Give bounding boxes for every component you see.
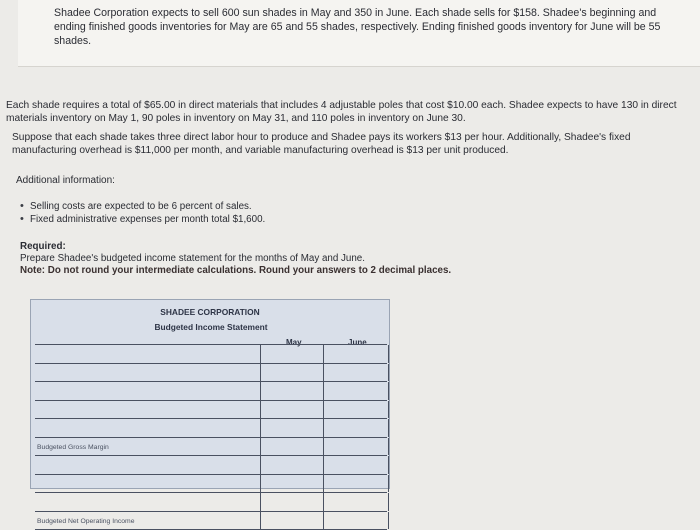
net-operating-income-label: Budgeted Net Operating Income <box>35 512 260 530</box>
may-input[interactable] <box>260 419 324 437</box>
may-input[interactable] <box>260 475 324 493</box>
required-section <box>20 241 451 277</box>
june-input[interactable] <box>323 401 389 419</box>
may-input[interactable] <box>260 382 324 400</box>
table-header <box>31 300 389 336</box>
table-row <box>35 382 387 401</box>
label-input[interactable] <box>35 456 260 474</box>
labor-paragraph: Suppose that each shade takes three direct labor hour to produce and Shadee pays its workers $13 per hour. Additionally, Shadee's fixed manufacturing overhead is $11,000 per month, and variable manufacturing overhead is $13 per unit produced. <box>12 131 688 157</box>
label-input[interactable] <box>35 419 260 437</box>
list-item: • Selling costs are expected to be 6 percent of sales. <box>20 200 265 213</box>
label-input[interactable] <box>35 475 260 493</box>
required-label: Required: <box>20 241 66 252</box>
may-input[interactable] <box>260 456 324 474</box>
table-row <box>35 456 387 475</box>
label-input[interactable] <box>35 493 260 511</box>
june-input[interactable] <box>323 512 389 530</box>
june-input[interactable] <box>323 456 389 474</box>
table-row <box>35 493 387 512</box>
june-input[interactable] <box>323 382 389 400</box>
table-row <box>35 475 387 494</box>
label-input[interactable] <box>35 382 260 400</box>
table-subtitle: Budgeted Income Statement <box>149 321 273 333</box>
may-input[interactable] <box>260 401 324 419</box>
list-item: • Fixed administrative expenses per month total $1,600. <box>20 213 265 226</box>
column-header-june: June <box>348 338 367 347</box>
may-input[interactable] <box>260 512 324 530</box>
june-input[interactable] <box>323 419 389 437</box>
rounding-note: Note: Do not round your intermediate calculations. Round your answers to 2 decimal places. <box>20 265 451 276</box>
gross-margin-label: Budgeted Gross Margin <box>35 438 260 456</box>
additional-info-label: Additional information: <box>16 175 115 186</box>
table-title: SHADEE CORPORATION <box>151 306 269 318</box>
june-input[interactable] <box>323 364 389 382</box>
label-input[interactable] <box>35 364 260 382</box>
materials-paragraph: Each shade requires a total of $65.00 in direct materials that includes 4 adjustable poles that cost $10.00 each. Shadee expects to have 130 in direct materials inventory on May 1, 90 poles in inventory on May 31, and 110 poles in inventory on June 30. <box>6 99 686 125</box>
june-input[interactable] <box>323 493 389 511</box>
intro-panel <box>18 0 700 67</box>
table-row <box>35 401 387 420</box>
may-input[interactable] <box>260 493 324 511</box>
may-input[interactable] <box>260 364 324 382</box>
june-input[interactable] <box>323 475 389 493</box>
table-row <box>35 438 387 457</box>
income-statement-table <box>30 299 390 489</box>
may-input[interactable] <box>260 438 324 456</box>
additional-info-list <box>20 200 265 226</box>
table-body <box>35 344 387 530</box>
intro-paragraph: Shadee Corporation expects to sell 600 sun shades in May and 350 in June. Each shade sells for $158. Shadee's beginning and ending finished goods inventories for May are 65 and 55 shades, respectively. Ending finished goods inventory for June will be 55 shades. <box>54 6 664 48</box>
required-text: Prepare Shadee's budgeted income statement for the months of May and June. <box>20 253 365 264</box>
table-row <box>35 364 387 383</box>
label-input[interactable] <box>35 345 260 363</box>
may-input[interactable] <box>260 345 324 363</box>
table-row <box>35 512 387 530</box>
table-row <box>35 419 387 438</box>
label-input[interactable] <box>35 401 260 419</box>
june-input[interactable] <box>323 438 389 456</box>
column-header-may: May <box>286 338 302 347</box>
june-input[interactable] <box>323 345 389 363</box>
table-row <box>35 345 387 364</box>
